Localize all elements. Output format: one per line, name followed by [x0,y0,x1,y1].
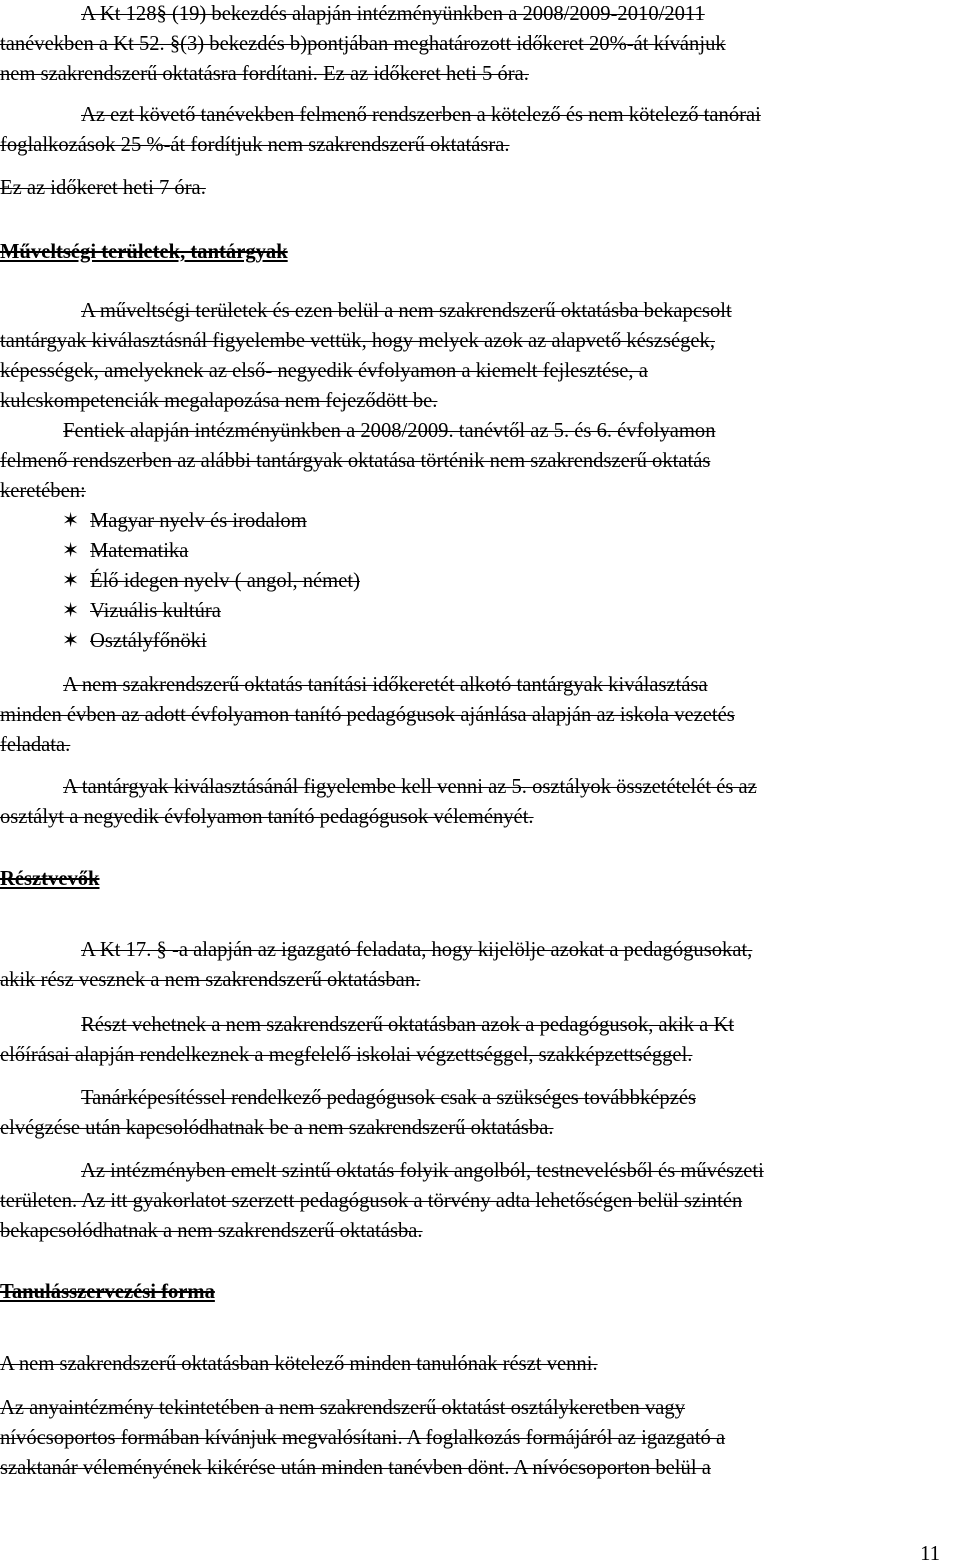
paragraph-line: minden évben az adott évfolyamon tanító pedagógusok ajánlása alapján az iskola vezetés [0,704,735,726]
paragraph-line: Az ezt követő tanévekben felmenő rendszerben a kötelező és nem kötelező tanórai [81,104,761,126]
paragraph-line: Ez az időkeret heti 7 óra. [0,177,206,199]
star-bullet-icon: ✶ [62,540,80,562]
paragraph-line: bekapcsolódhatnak a nem szakrendszerű oktatásba. [0,1220,423,1242]
star-bullet-icon: ✶ [62,570,80,592]
paragraph-line: A nem szakrendszerű oktatásban kötelező minden tanulónak részt venni. [0,1353,598,1375]
paragraph-line: előírásai alapján rendelkeznek a megfelelő iskolai végzettséggel, szakképzettséggel. [0,1044,693,1066]
paragraph-line: feladata. [0,734,71,756]
paragraph-line: Fentiek alapján intézményünkben a 2008/2009. tanévtől az 5. és 6. évfolyamon [63,420,716,442]
paragraph-line: akik rész vesznek a nem szakrendszerű oktatásban. [0,969,421,991]
paragraph-line: tantárgyak kiválasztásnál figyelembe vettük, hogy melyek azok az alapvető készségek, [0,330,715,352]
list-item [62,597,221,625]
paragraph-line: A Kt 128§ (19) bekezdés alapján intézményünkben a 2008/2009-2010/2011 [81,3,705,25]
paragraph-line: keretében: [0,480,86,502]
paragraph-line: foglalkozások 25 %-át fordítjuk nem szakrendszerű oktatásra. [0,134,510,156]
list-item [62,627,207,655]
list-item [62,567,360,595]
paragraph-line: A Kt 17. § -a alapján az igazgató feladata, hogy kijelölje azokat a pedagógusokat, [81,939,753,961]
paragraph-line: felmenő rendszerben az alábbi tantárgyak oktatása történik nem szakrendszerű oktatás [0,450,711,472]
paragraph-line: osztályt a negyedik évfolyamon tanító pedagógusok véleményét. [0,806,534,828]
star-bullet-icon: ✶ [62,630,80,652]
list-item [62,507,307,535]
paragraph-line: képességek, amelyeknek az első- negyedik évfolyamon a kiemelt fejlesztése, a [0,360,648,382]
paragraph-line: nem szakrendszerű oktatásra fordítani. Ez az időkeret heti 5 óra. [0,63,529,85]
star-bullet-icon: ✶ [62,600,80,622]
paragraph-line: szaktanár véleményének kikérése után minden tanévben dönt. A nívócsoporton belül a [0,1457,711,1479]
paragraph-line: A nem szakrendszerű oktatás tanítási időkeretét alkotó tantárgyak kiválasztása [63,674,708,696]
paragraph-line: elvégzése után kapcsolódhatnak be a nem szakrendszerű oktatásba. [0,1117,554,1139]
paragraph-line: Részt vehetnek a nem szakrendszerű oktatásban azok a pedagógusok, akik a Kt [81,1014,735,1036]
list-item-label: Élő idegen nyelv ( angol, német) [90,570,360,592]
paragraph-line: kulcskompetenciák megalapozása nem fejeződött be. [0,390,438,412]
paragraph-line: tanévekben a Kt 52. §(3) bekezdés b)pontjában meghatározott időkeret 20%-át kívánjuk [0,33,726,55]
section-heading: Résztvevők [0,868,100,890]
list-item-label: Matematika [90,540,189,562]
list-item-label: Vizuális kultúra [90,600,221,622]
paragraph-line: Tanárképesítéssel rendelkező pedagógusok csak a szükséges továbbképzés [81,1087,696,1109]
list-item-label: Osztályfőnöki [90,630,207,652]
paragraph-line: A műveltségi területek és ezen belül a nem szakrendszerű oktatásba bekapcsolt [81,300,732,322]
list-item-label: Magyar nyelv és irodalom [90,510,307,532]
paragraph-line: A tantárgyak kiválasztásánál figyelembe kell venni az 5. osztályok összetételét és az [63,776,757,798]
paragraph-line: nívócsoportos formában kívánjuk megvalósítani. A foglalkozás formájáról az igazgató a [0,1427,726,1449]
paragraph-line: területen. Az itt gyakorlatot szerzett pedagógusok a törvény adta lehetőségen belül szintén [0,1190,743,1212]
section-heading: Műveltségi területek, tantárgyak [0,241,288,263]
star-bullet-icon: ✶ [62,510,80,532]
list-item [62,537,188,565]
page-number: 11 [920,1543,940,1565]
section-heading: Tanulásszervezési forma [0,1281,215,1303]
paragraph-line: Az anyaintézmény tekintetében a nem szakrendszerű oktatást osztálykeretben vagy [0,1397,686,1419]
paragraph-line: Az intézményben emelt szintű oktatás folyik angolból, testnevelésből és művészeti [81,1160,764,1182]
